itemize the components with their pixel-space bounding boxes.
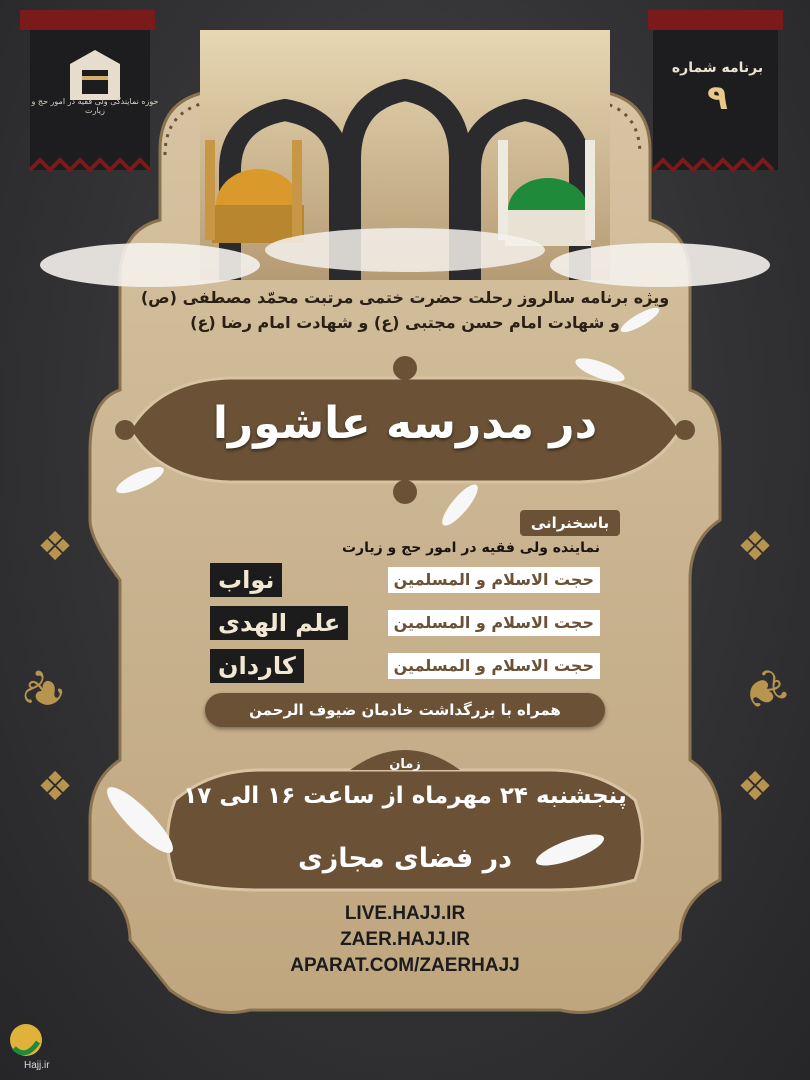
speaker-name: علم الهدی — [210, 606, 348, 640]
speaker-honorific: حجت الاسلام و المسلمین — [388, 610, 600, 636]
speaker-row — [210, 606, 600, 640]
svg-text:❖: ❖ — [37, 764, 73, 810]
link-zaer[interactable]: ZAER.HAJJ.IR — [340, 929, 470, 950]
link-aparat[interactable]: APARAT.COM/ZAERHAJJ — [290, 955, 520, 976]
representative-label: نماینده ولی فقیه در امور حج و زیارت — [341, 540, 600, 556]
subtitle-line-1: ویژه برنامه سالروز رحلت حضرت ختمی مرتبت محمّد مصطفی (ص) — [140, 288, 670, 307]
event-place: در فضای مجازی — [298, 843, 512, 874]
speaker-name: نواب — [210, 563, 282, 597]
speaker-name: کاردان — [210, 649, 304, 683]
main-title: در مدرسه عاشورا — [212, 398, 598, 449]
speaker-honorific: حجت الاسلام و المسلمین — [388, 653, 600, 679]
program-number: ۹ — [707, 78, 728, 118]
time-label: زمان — [389, 757, 421, 772]
org-name: حوزه نمایندگی ولی فقیه در امور حج و زیارت — [31, 97, 159, 115]
svg-text:❦: ❦ — [9, 658, 81, 725]
svg-text:❖: ❖ — [737, 524, 773, 570]
speaker-row — [210, 563, 600, 597]
speaker-honorific: حجت الاسلام و المسلمین — [388, 567, 600, 593]
svg-text:❖: ❖ — [37, 524, 73, 570]
tribute-banner: همراه با بزرگداشت خادمان ضیوف الرحمن — [205, 693, 605, 727]
speaker-row — [210, 649, 600, 683]
svg-text:❦: ❦ — [729, 658, 801, 725]
event-date: پنجشنبه ۲۴ مهرماه از ساعت ۱۶ الی ۱۷ — [183, 783, 627, 809]
footer-site: Hajj.ir — [24, 1060, 50, 1071]
speakers-label: باسخنرانی — [520, 510, 620, 536]
program-label: برنامه شماره — [671, 60, 764, 76]
link-live[interactable]: LIVE.HAJJ.IR — [344, 903, 466, 924]
subtitle-line-2: و شهادت امام حسن مجتبی (ع) و شهادت امام رضا (ع) — [190, 313, 620, 332]
svg-text:❖: ❖ — [737, 764, 773, 810]
